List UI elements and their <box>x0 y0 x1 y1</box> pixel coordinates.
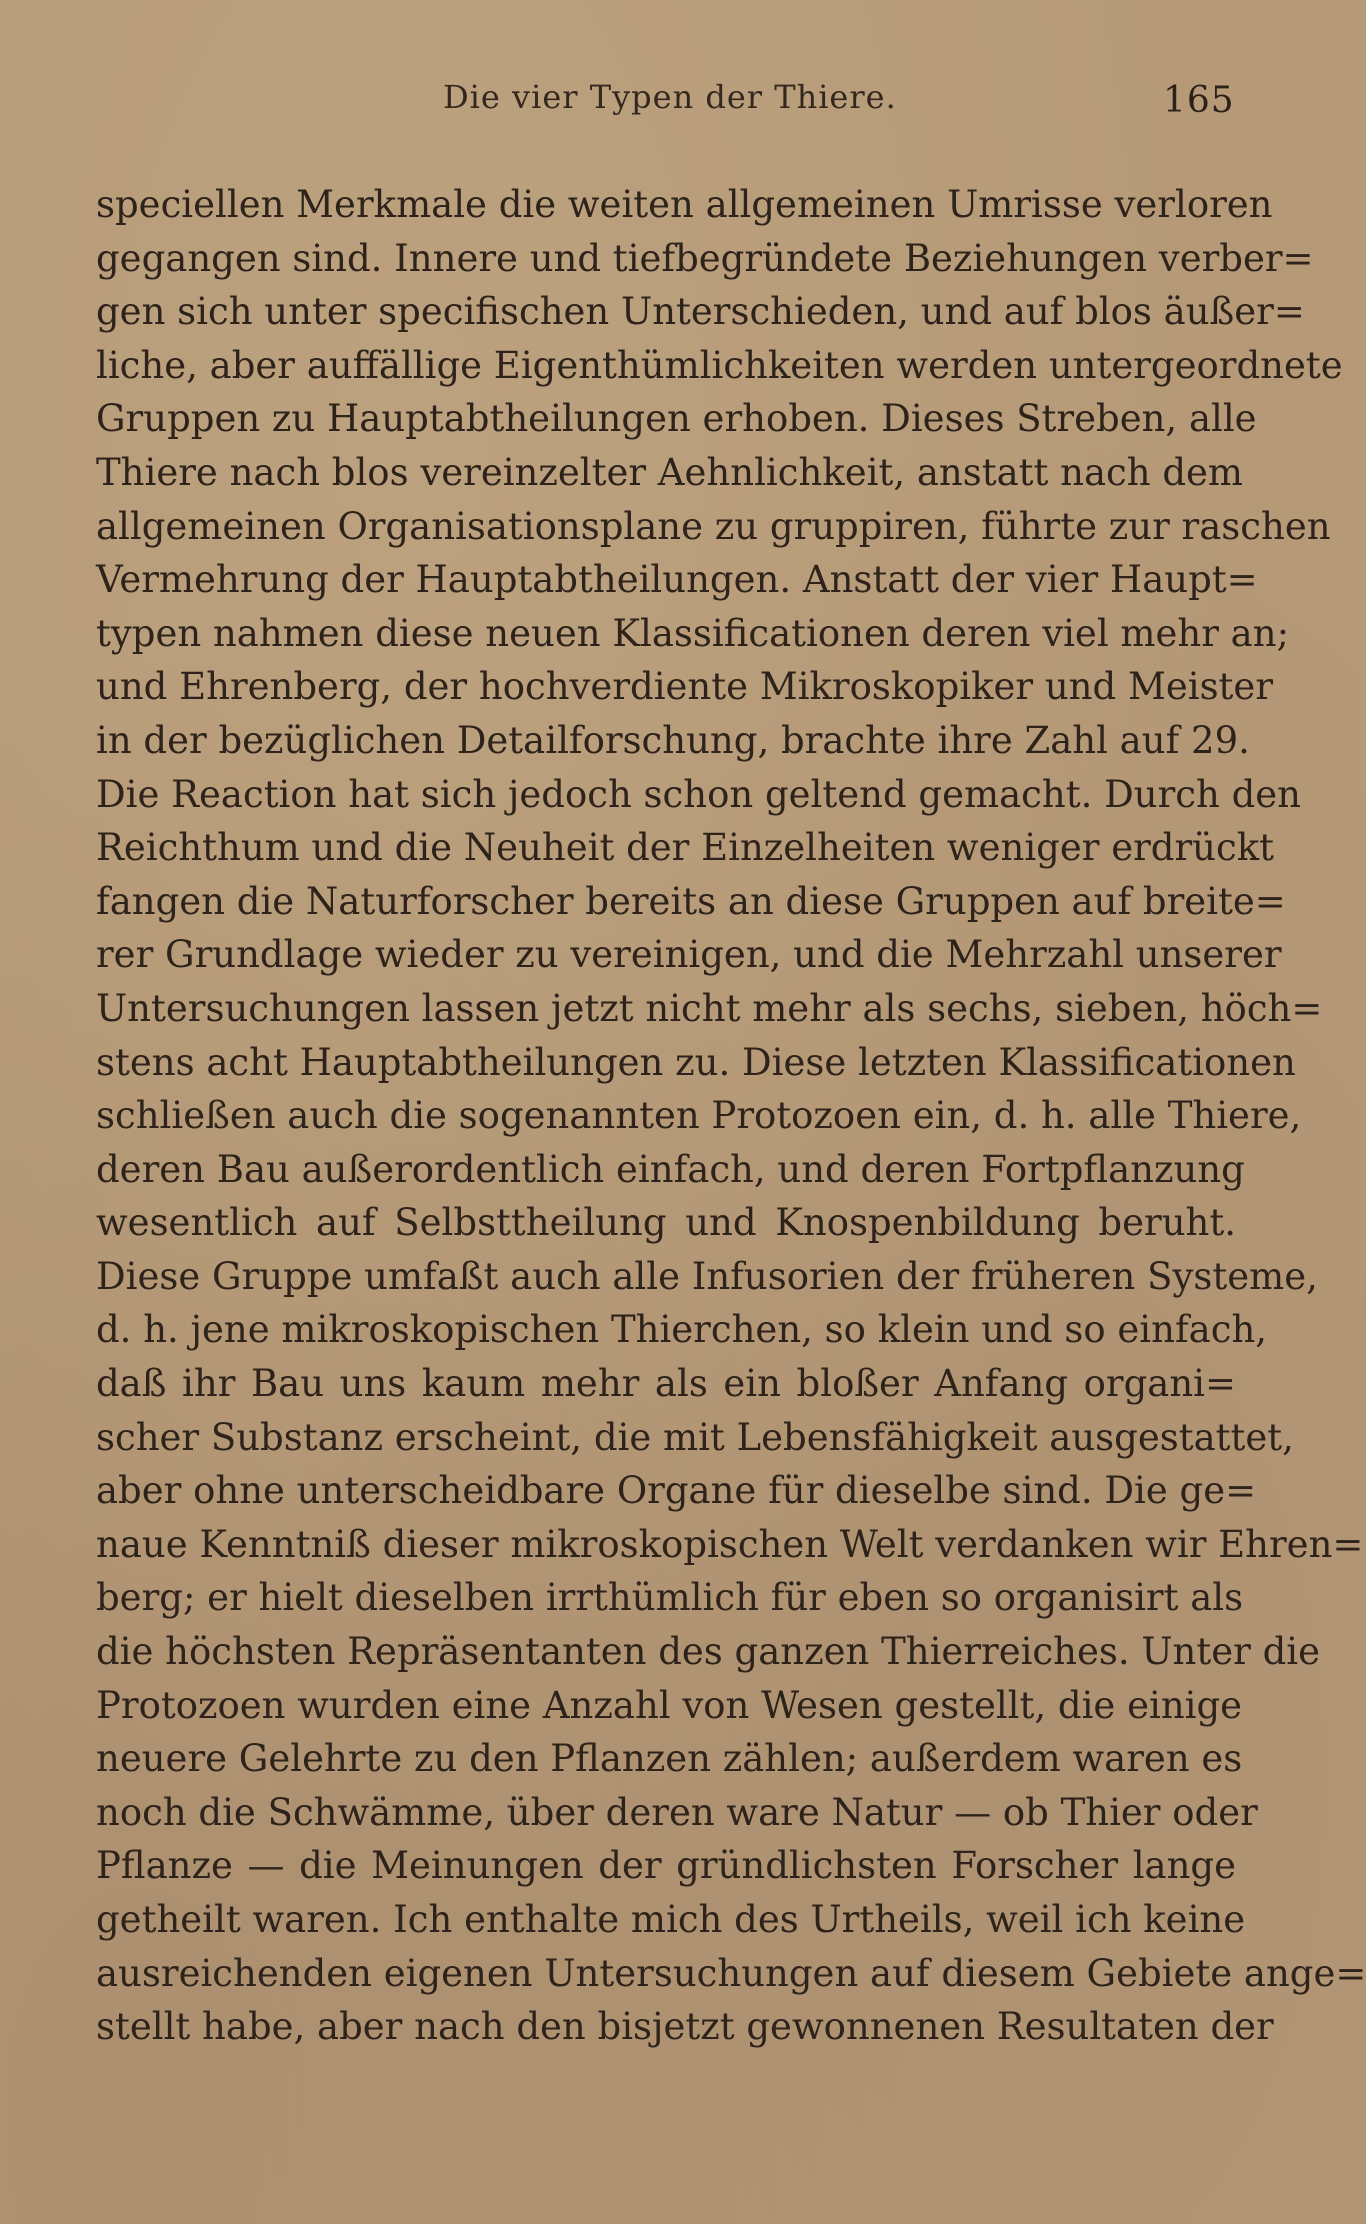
text-line: Protozoen wurden eine Anzahl von Wesen gestellt, die einige <box>96 1683 1243 1727</box>
text-line: aber ohne unterscheidbare Organe für dieselbe sind. Die ge= <box>96 1469 1257 1513</box>
text-line: stellt habe, aber nach den bisjetzt gewonnenen Resultaten der <box>96 2005 1274 2049</box>
text-line: d. h. jene mikroskopischen Thierchen, so klein und so einfach, <box>96 1308 1268 1352</box>
body-text <box>96 178 1366 2054</box>
text-line: fangen die Naturforscher bereits an diese Gruppen auf breite= <box>96 879 1286 923</box>
text-line: schließen auch die sogenannten Protozoen ein, d. h. alle Thiere, <box>96 1094 1302 1138</box>
text-line: Untersuchungen lassen jetzt nicht mehr als sechs, sieben, höch= <box>96 986 1323 1030</box>
text-line: naue Kenntniß dieser mikroskopischen Welt verdanken wir Ehren= <box>96 1522 1364 1566</box>
text-line: deren Bau außerordentlich einfach, und deren Fortpflanzung <box>96 1147 1245 1191</box>
text-line: Pflanze — die Meinungen der gründlichsten Forscher lange <box>96 1844 1236 1888</box>
text-line: in der bezüglichen Detailforschung, brachte ihre Zahl auf 29. <box>96 718 1250 762</box>
text-line: wesentlich auf Selbsttheilung und Knospenbildung beruht. <box>96 1201 1236 1245</box>
text-line: Die Reaction hat sich jedoch schon geltend gemacht. Durch den <box>96 772 1301 816</box>
text-line: getheilt waren. Ich enthalte mich des Urtheils, weil ich keine <box>96 1898 1246 1941</box>
text-line: daß ihr Bau uns kaum mehr als ein bloßer Anfang organi= <box>96 1362 1236 1406</box>
text-line: rer Grundlage wieder zu vereinigen, und die Mehrzahl unserer <box>96 933 1282 977</box>
page-number: 165 <box>1163 80 1235 121</box>
text-line: Reichthum und die Neuheit der Einzelheiten weniger erdrückt <box>96 826 1274 870</box>
text-line: noch die Schwämme, über deren ware Natur — ob Thier oder <box>96 1790 1258 1834</box>
text-line: die höchsten Repräsentanten des ganzen Thierreiches. Unter die <box>96 1630 1321 1674</box>
text-line: typen nahmen diese neuen Klassificationen deren viel mehr an; <box>96 611 1290 655</box>
text-line: speciellen Merkmale die weiten allgemeinen Umrisse verloren <box>96 183 1273 226</box>
running-title: Die vier Typen der Thiere. <box>443 78 897 116</box>
text-line: liche, aber auffällige Eigenthümlichkeiten werden untergeordnete <box>96 343 1343 387</box>
text-line: neuere Gelehrte zu den Pflanzen zählen; außerdem waren es <box>96 1737 1243 1781</box>
text-line: Diese Gruppe umfaßt auch alle Infusorien der früheren Systeme, <box>96 1254 1318 1298</box>
text-line: berg; er hielt dieselben irrthümlich für eben so organisirt als <box>96 1576 1244 1620</box>
text-line: Gruppen zu Hauptabtheilungen erhoben. Dieses Streben, alle <box>96 397 1257 441</box>
text-line: scher Substanz erscheint, die mit Lebensfähigkeit ausgestattet, <box>96 1415 1294 1459</box>
text-line: gegangen sind. Innere und tiefbegründete Beziehungen verber= <box>96 236 1314 280</box>
text-line: stens acht Hauptabtheilungen zu. Diese letzten Klassificationen <box>96 1040 1296 1084</box>
text-line: gen sich unter specifischen Unterschieden, und auf blos äußer= <box>96 290 1305 334</box>
text-line: und Ehrenberg, der hochverdiente Mikroskopiker und Meister <box>96 665 1274 709</box>
text-line: Vermehrung der Hauptabtheilungen. Anstatt der vier Haupt= <box>96 558 1258 602</box>
text-line: allgemeinen Organisationsplane zu gruppiren, führte zur raschen <box>96 504 1331 548</box>
text-line: ausreichenden eigenen Untersuchungen auf diesem Gebiete ange= <box>96 1951 1366 1995</box>
text-line: Thiere nach blos vereinzelter Aehnlichkeit, anstatt nach dem <box>96 450 1244 494</box>
